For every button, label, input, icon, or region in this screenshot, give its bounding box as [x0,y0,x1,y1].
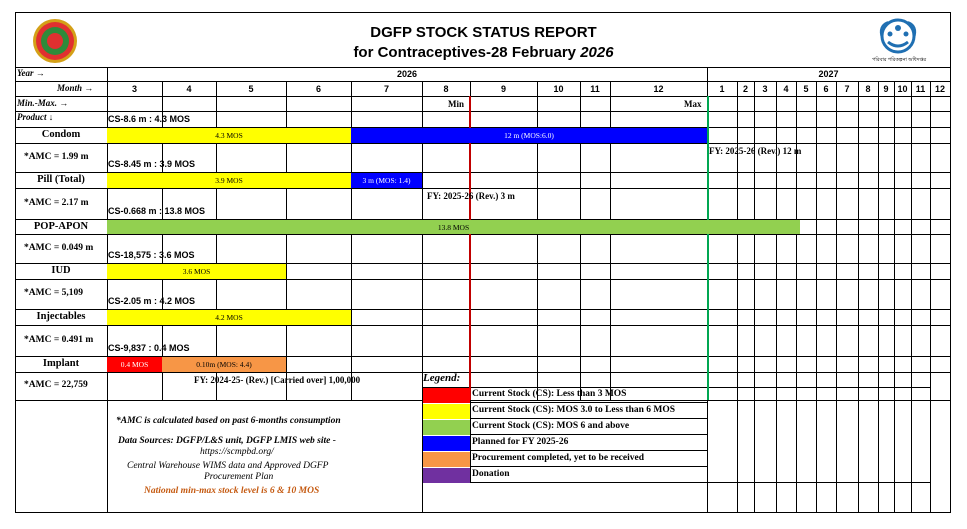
product-name: Condom [41,129,81,140]
amc-label: *AMC = 1.99 m [24,151,89,162]
grid-line [707,400,950,401]
current-stock-label: CS-8.6 m : 4.3 MOS [108,114,191,124]
legend-title: Legend: [423,372,461,384]
grid-line [707,400,708,512]
month-header-2027: 9 [883,84,889,94]
legend-swatch [423,436,470,451]
stock-bar-label: 3.6 MOS [182,267,211,276]
grid-line [816,81,817,400]
national-min-max-note: National min-max stock level is 6 & 10 MOS [144,486,320,496]
month-header-2027: 6 [823,84,829,94]
grid-line [15,400,107,401]
grid-line [15,12,16,512]
grid-line [911,400,912,512]
grid-line [15,234,951,235]
year-2027-label: 2027 [818,69,839,79]
max-label: Max [684,99,702,109]
amc-label: *AMC = 22,759 [24,380,88,390]
grid-line [15,512,951,513]
product-name: POP-APON [33,221,89,232]
stock-bar-label: 3 m (MOS: 1.4) [362,176,411,185]
month-header-2027: 7 [844,84,850,94]
month-header-2027: 11 [915,84,926,94]
stock-bar-yellow [107,173,351,188]
grid-line [15,143,951,144]
month-header-2026: 9 [500,84,506,94]
grid-line [754,81,755,400]
month-header-2026: 7 [383,84,389,94]
month-header-2027: 3 [762,84,768,94]
stock-bar-label: 13.8 MOS [437,222,470,232]
grid-line [737,81,738,400]
month-header-2026: 6 [315,84,321,94]
legend-item-label: Current Stock (CS): Less than 3 MOS [472,389,627,399]
grid-line [816,400,817,512]
data-sources-line1: Data Sources: DGFP/L&S unit, DGFP LMIS web site - [118,436,336,446]
report-subtitle-text: for Contraceptives-28 February [353,44,581,61]
legend-item-label: Planned for FY 2025-26 [472,437,569,447]
grid-line [930,81,931,400]
grid-line [930,400,931,512]
amc-label: *AMC = 0.491 m [24,334,94,345]
current-stock-label: CS-0.668 m : 13.8 MOS [108,206,206,216]
data-sources-line2: https://scmpbd.org/ [200,447,274,457]
month-header-2027: 10 [897,84,908,94]
grid-line [15,12,951,13]
grid-line [15,279,951,280]
stock-bar-label: 3.9 MOS [215,176,243,185]
current-stock-label: CS-2.05 m : 4.2 MOS [108,296,196,306]
amc-label: *AMC = 2.17 m [24,197,89,208]
current-stock-label: CS-8.45 m : 3.9 MOS [108,159,196,169]
grid-line [754,400,755,512]
year-row-label: Year → [17,68,45,78]
month-header-2026: 8 [443,84,449,94]
stock-bar-label: 4.2 MOS [215,313,243,322]
grid-line [15,188,951,189]
month-header-2026: 4 [186,84,192,94]
month-header-2027: 2 [742,84,748,94]
minmax-label-text: Min.-Max. [17,98,58,108]
grid-line [858,81,859,400]
min-label: Min [448,99,465,109]
fiscal-year-plan: FY: 2025-26 (Rev.) 3 m [427,191,515,201]
grid-line [15,96,951,97]
month-header-2026: 10 [553,84,564,94]
month-header-2027: 12 [934,84,945,94]
year-2026-label: 2026 [396,69,418,79]
grid-line [776,81,777,400]
grid-line [950,12,951,512]
grid-line [15,325,951,326]
legend-item-label: Current Stock (CS): MOS 3.0 to Less than 6 MOS [472,405,676,415]
fiscal-year-plan: FY: 2024-25- (Rev.) [Carried over] 1,00,000 [194,375,361,385]
grid-line [107,400,108,512]
central-warehouse-line1: Central Warehouse WIMS data and Approved DGFP [127,461,329,471]
grid-line [737,400,738,512]
amc-label: *AMC = 5,109 [24,288,83,298]
product-row-label: Product ↓ [17,112,54,122]
year-label-text: Year [17,68,34,78]
stock-bar-label: 0.10m (MOS: 4.4) [196,360,252,369]
stock-bar-blue [351,128,707,143]
product-label-text: Product [17,112,47,122]
grid-line [911,81,912,400]
central-warehouse-line2: Procurement Plan [204,472,274,482]
stock-bar-label: 4.3 MOS [215,131,243,140]
grid-line [15,67,951,68]
minmax-row-label: Min.-Max. → [17,98,69,108]
product-name: Pill (Total) [37,174,85,185]
grid-line [836,400,837,512]
report-subtitle-year: 2026 [580,44,614,61]
grid-line [878,81,879,400]
grid-line [422,387,930,388]
grid-line [15,372,951,373]
grid-line [796,400,797,512]
stock-bar-label: 0.4 MOS [120,360,149,369]
legend-swatch [423,452,470,467]
legend-swatch [423,420,470,435]
product-name: Implant [42,358,80,369]
month-header-2027: 5 [803,84,809,94]
stock-bar-orange [162,357,286,372]
report-title: DGFP STOCK STATUS REPORT [370,24,597,41]
product-name: IUD [51,265,71,276]
month-row-label: Month → [57,83,94,93]
stock-bar-yellow [107,310,351,325]
dgfp-logo-caption: পরিবার পরিকল্পনা অধিদপ্তর [872,58,927,63]
grid-line [858,400,859,512]
report-subtitle [0,44,967,61]
grid-line [707,96,709,400]
current-stock-label: CS-9,837 : 0.4 MOS [108,343,190,353]
month-header-2027: 4 [783,84,789,94]
month-header-2027: 1 [719,84,725,94]
grid-line [15,111,951,112]
month-header-2026: 12 [653,84,664,94]
legend-swatch [423,388,470,403]
grid-line [15,81,951,82]
current-stock-label: CS-18,575 : 3.6 MOS [108,250,195,260]
legend-swatch [423,468,470,483]
legend-swatch [423,404,470,419]
product-name: Injectables [36,311,86,322]
stock-bar-yellow [107,128,351,143]
grid-line [894,81,895,400]
grid-line [796,81,797,400]
grid-line [776,400,777,512]
stock-bar-red [107,357,162,372]
amc-label: *AMC = 0.049 m [24,242,94,253]
grid-line [422,482,930,483]
fiscal-year-plan: FY: 2025-26 (Rev.) 12 m [709,146,802,156]
stock-bar-green [107,220,800,234]
stock-bar-label: 12 m (MOS:6.0) [504,131,554,140]
grid-line [894,400,895,512]
stock-bar-yellow [107,264,286,279]
grid-line [878,400,879,512]
month-header-2026: 5 [248,84,254,94]
legend-item-label: Donation [472,469,510,479]
legend-item-label: Current Stock (CS): MOS 6 and above [472,421,630,431]
month-header-2026: 3 [131,84,137,94]
month-header-2026: 11 [590,84,600,94]
grid-line [836,81,837,400]
amc-note: *AMC is calculated based on past 6-months consumption [116,416,341,426]
month-label-text: Month [57,83,83,93]
legend-item-label: Procurement completed, yet to be received [472,453,644,463]
stock-bar-blue [351,173,422,188]
month-header-2027: 8 [865,84,871,94]
